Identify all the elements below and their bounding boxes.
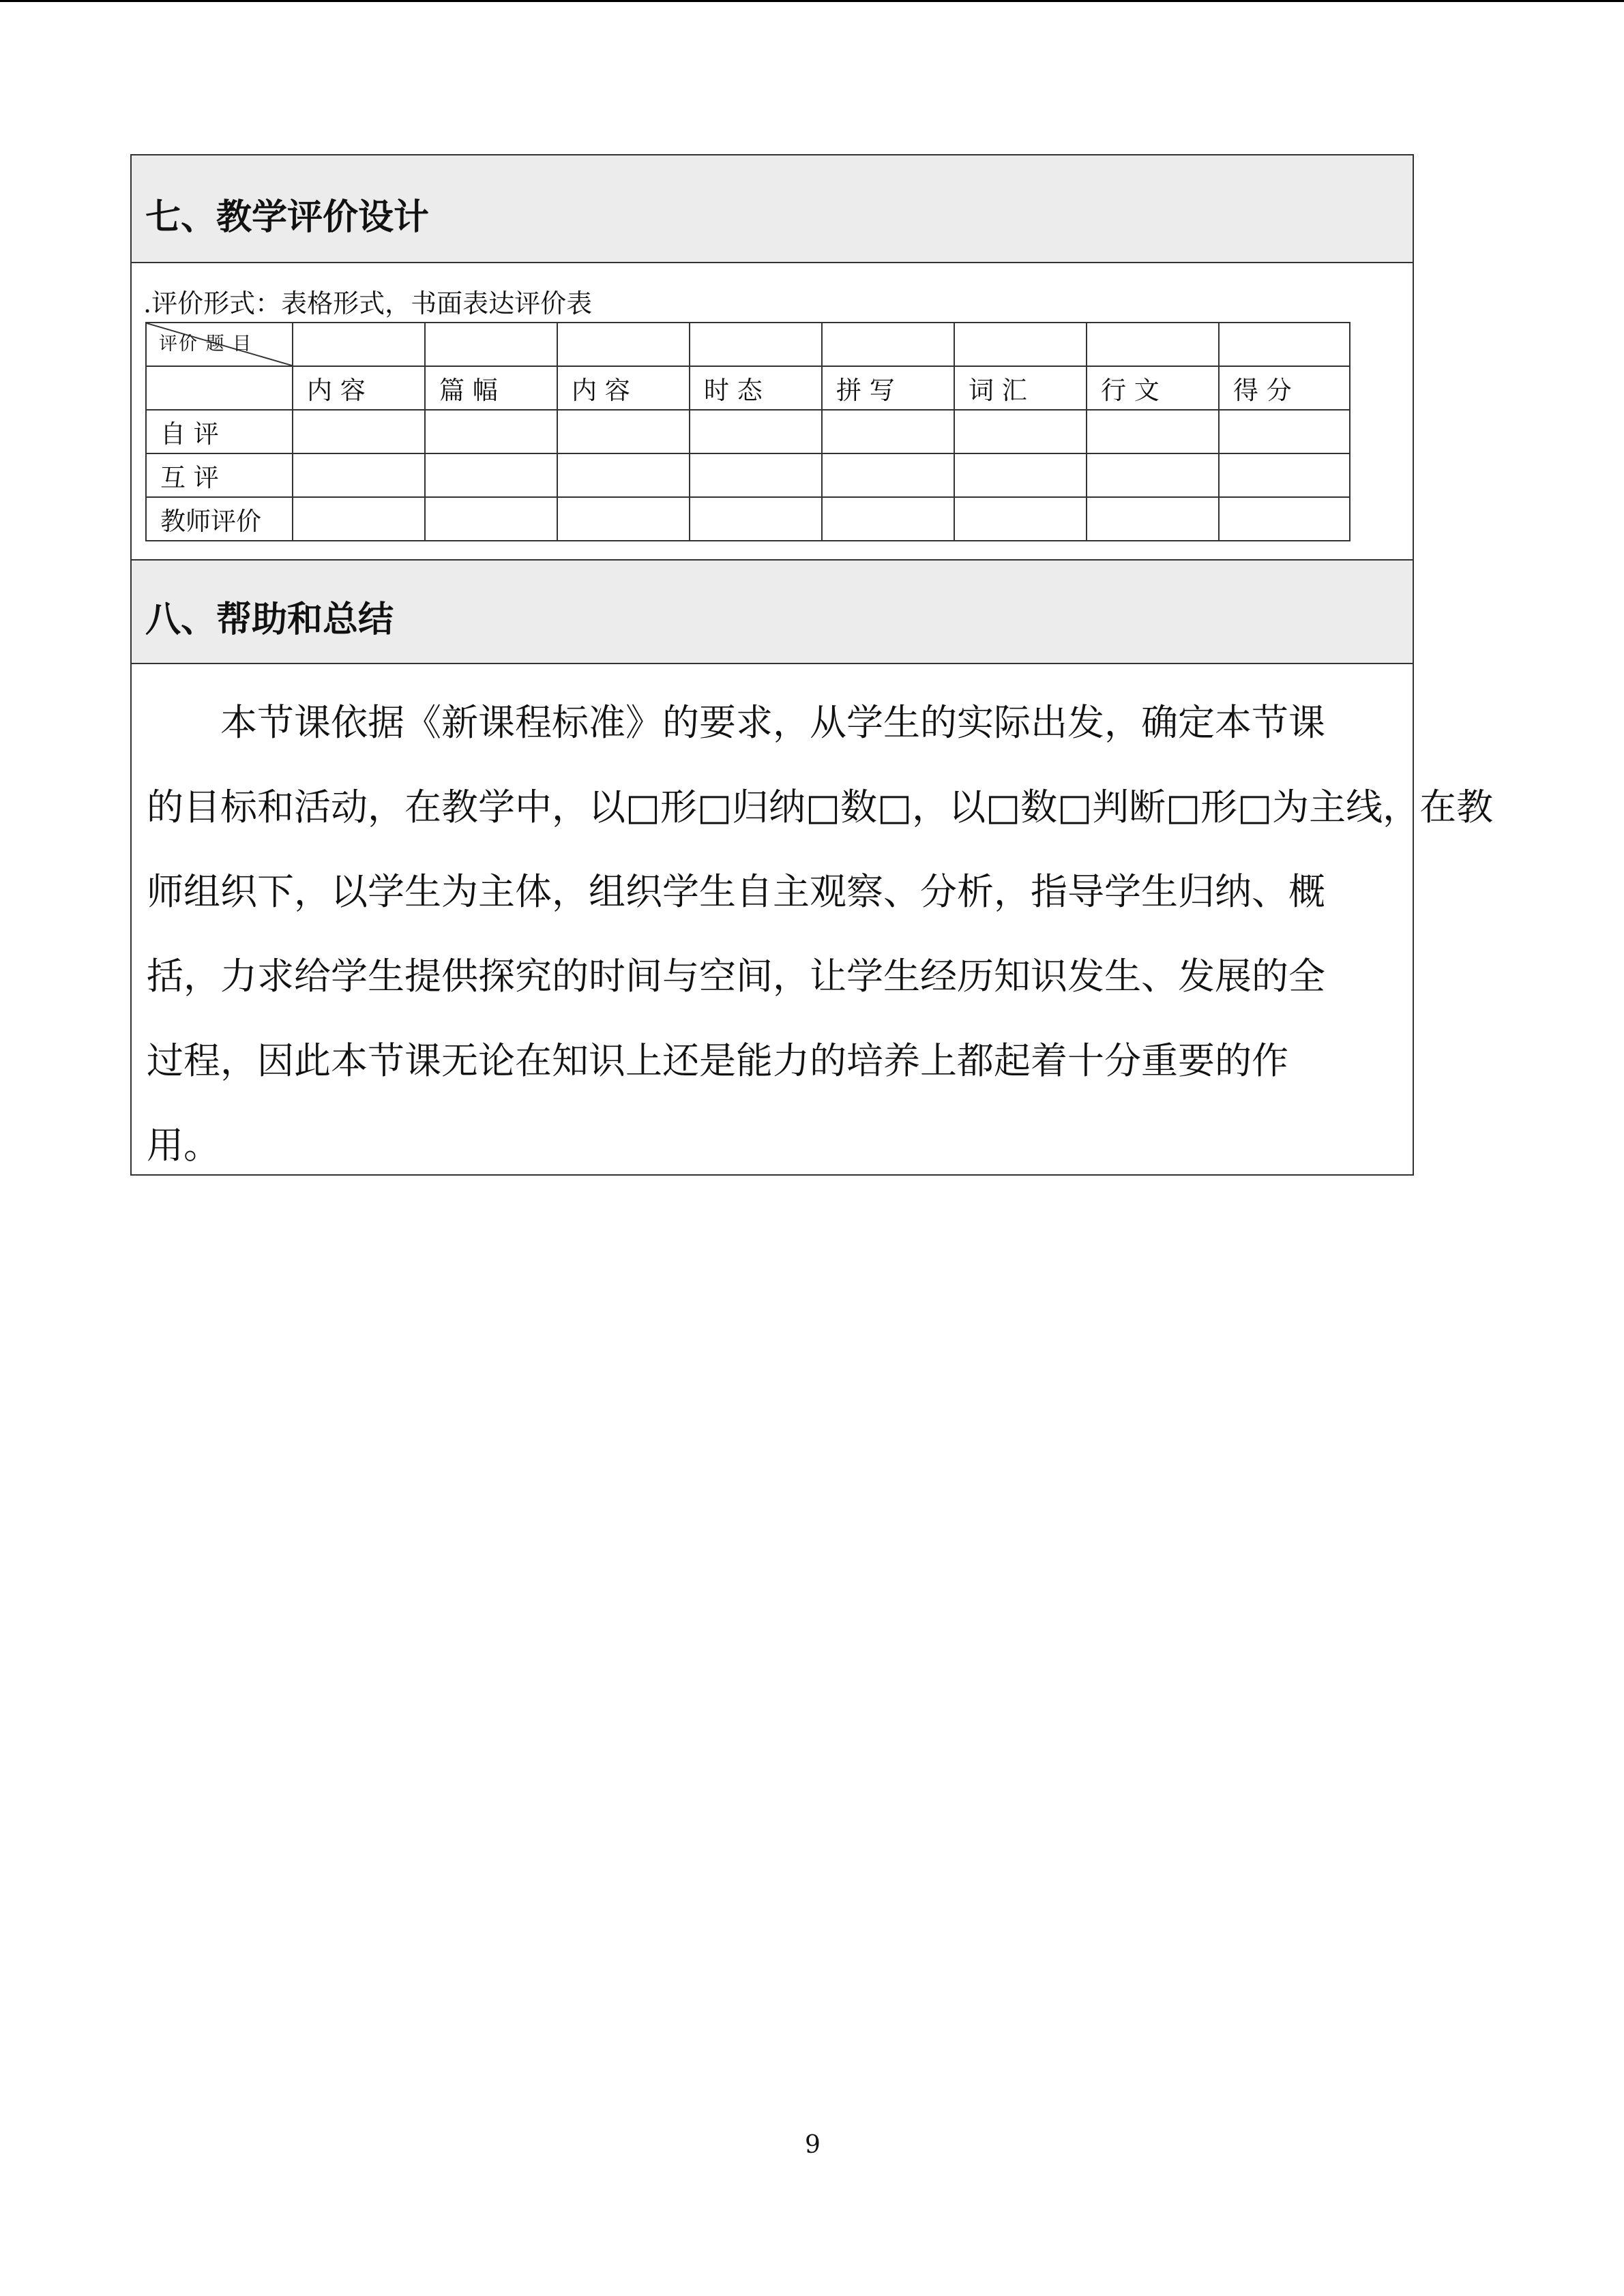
table-cell	[293, 453, 425, 497]
summary-paragraph	[147, 681, 1494, 1188]
table-cell	[822, 410, 954, 453]
table-cell	[557, 453, 690, 497]
row-header: 互 评	[146, 453, 293, 497]
column-header: 行 文	[1087, 366, 1219, 410]
table-cell	[293, 497, 425, 541]
table-cell	[1219, 453, 1350, 497]
table-cell	[822, 497, 954, 541]
evaluation-form-caption: .评价形式：表格形式，书面表达评价表	[143, 288, 593, 318]
table-corner-cell	[146, 323, 293, 366]
table-row	[146, 497, 1350, 541]
table-cell	[822, 453, 954, 497]
table-cell	[954, 453, 1087, 497]
corner-label: 评价 题 目	[159, 333, 253, 355]
table-cell	[425, 453, 557, 497]
divider	[132, 663, 1413, 664]
column-header: 内 容	[557, 366, 690, 410]
table-cell	[425, 323, 557, 366]
column-header: 得 分	[1219, 366, 1350, 410]
table-row	[146, 323, 1350, 366]
row-header: 自 评	[146, 410, 293, 453]
table-row	[146, 453, 1350, 497]
paragraph-line: 师组织下，以学生为主体，组织学生自主观察、分析，指导学生归纳、概	[147, 870, 1325, 913]
section-8-header	[132, 561, 1413, 663]
table-cell	[690, 453, 822, 497]
paragraph-line: 用。	[147, 1124, 220, 1167]
table-cell	[690, 323, 822, 366]
section-7-title: 七、教学评价设计	[145, 197, 430, 238]
table-cell	[954, 497, 1087, 541]
table-cell	[690, 410, 822, 453]
lesson-plan-frame	[130, 154, 1494, 1176]
table-cell	[690, 497, 822, 541]
column-header: 拼 写	[822, 366, 954, 410]
section-7-header	[132, 155, 1413, 262]
column-header: 篇 幅	[425, 366, 557, 410]
table-cell	[293, 410, 425, 453]
column-header: 时 态	[690, 366, 822, 410]
table-cell	[1219, 323, 1350, 366]
section-8-title: 八、帮助和总结	[145, 599, 394, 640]
table-cell	[1087, 410, 1219, 453]
page-number: 9	[805, 2131, 821, 2159]
table-cell	[1219, 410, 1350, 453]
table-cell	[293, 323, 425, 366]
table-cell	[1219, 497, 1350, 541]
table-cell	[425, 497, 557, 541]
paragraph-line: 括，力求给学生提供探究的时间与空间，让学生经历知识发生、发展的全	[147, 955, 1325, 998]
table-row	[146, 410, 1350, 453]
table-cell	[954, 410, 1087, 453]
table-cell	[425, 410, 557, 453]
column-header: 内 容	[293, 366, 425, 410]
column-header: 词 汇	[954, 366, 1087, 410]
table-cell	[1087, 497, 1219, 541]
table-cell	[1087, 453, 1219, 497]
table-cell	[1087, 323, 1219, 366]
table-cell	[557, 497, 690, 541]
row-header: 教师评价	[146, 497, 293, 541]
paragraph-line: 的目标和活动，在教学中，以□形□归纳□数□，以□数□判断□形□为主线，在教	[147, 786, 1494, 829]
table-cell	[557, 323, 690, 366]
table-header-row	[146, 366, 1350, 410]
table-cell	[146, 366, 293, 410]
divider	[132, 262, 1413, 263]
page-top-border	[0, 0, 1624, 2]
paragraph-line: 过程，因此本节课无论在知识上还是能力的培养上都起着十分重要的作	[147, 1039, 1288, 1082]
paragraph-line: 本节课依据《新课程标准》的要求，从学生的实际出发，确定本节课	[220, 701, 1325, 744]
table-cell	[954, 323, 1087, 366]
table-cell	[557, 410, 690, 453]
table-cell	[822, 323, 954, 366]
evaluation-table	[145, 322, 1350, 541]
